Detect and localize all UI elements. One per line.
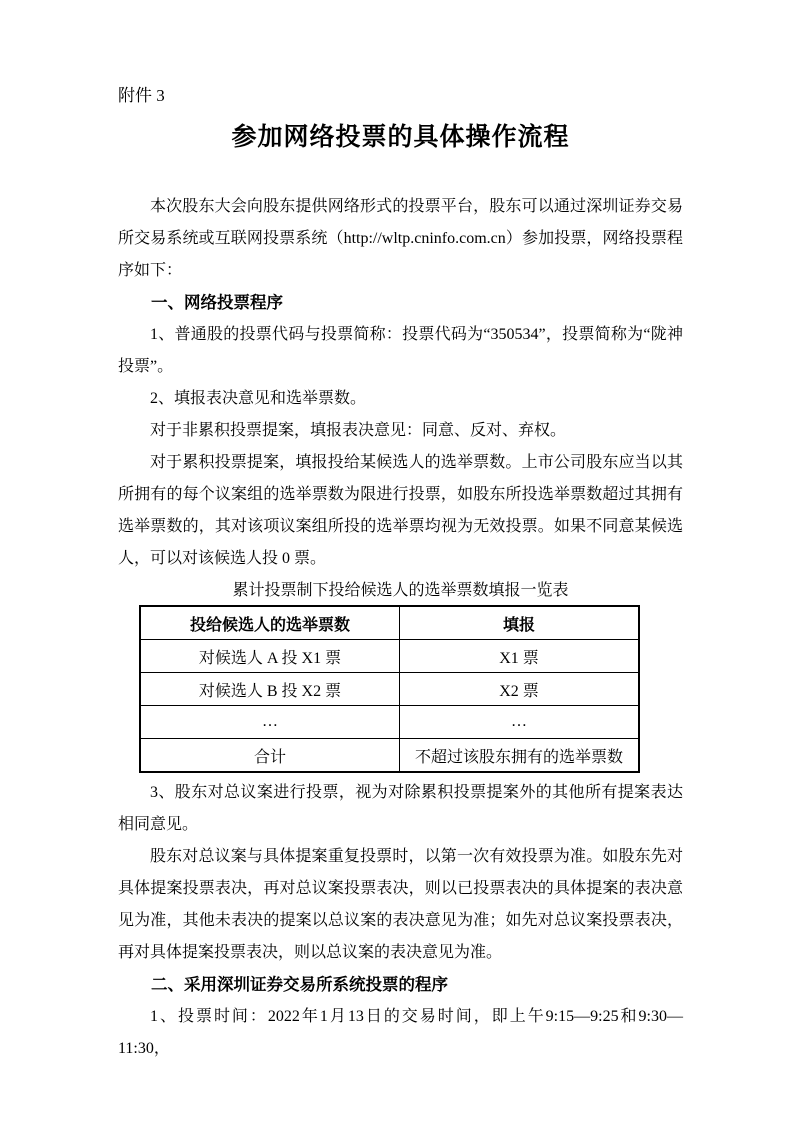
- section2-heading: 二、采用深圳证券交易所系统投票的程序: [151, 976, 448, 994]
- table-row: [140, 640, 639, 673]
- paragraph-vote-code: 1、普通股的投票代码与投票简称：投票代码为“350534”，投票简称为“陇神投票”。: [118, 326, 683, 375]
- table-caption: 累计投票制下投给候选人的选举票数填报一览表: [232, 582, 569, 599]
- table-header-row: [140, 606, 639, 640]
- table-row: [140, 673, 639, 706]
- section1-heading: 一、网络投票程序: [151, 294, 283, 312]
- paragraph-cumulative: 对于累积投票提案，填报投给某候选人的选举票数。上市公司股东应当以其所拥有的每个议案组的选举票数为限进行投票，如股东所投选举票数超过其拥有选举票数的，其对该项议案组所投的选举票均视为无效投票。如果不同意某候选人，可以对该候选人投 0 票。: [118, 454, 683, 567]
- paragraph-vote-time: 1、投票时间：2022年1月13日的交易时间，即上午9:15—9:25和9:30—11:30，: [118, 1008, 683, 1057]
- table-cell-x2: X2 票: [399, 673, 639, 706]
- paragraph-duplicate-vote: 股东对总议案与具体提案重复投票时，以第一次有效投票为准。如股东先对具体提案投票表决，再对总议案投票表决，则以已投票表决的具体提案的表决意见为准，其他未表决的提案以总议案的表决意见为准；如先对总议案投票表决，再对具体提案投票表决，则以总议案的表决意见为准。: [118, 848, 683, 961]
- table-cell-total-value: 不超过该股东拥有的选举票数: [399, 739, 639, 773]
- table-header-votes: 投给候选人的选举票数: [140, 606, 399, 640]
- table-header-fill: 填报: [399, 606, 639, 640]
- table-row: [140, 706, 639, 739]
- table-cell-candidate-a: 对候选人 A 投 X1 票: [140, 640, 399, 673]
- table-cell-total-label: 合计: [140, 739, 399, 773]
- paragraph-general-proposal: 3、股东对总议案进行投票，视为对除累积投票提案外的其他所有提案表达相同意见。: [118, 784, 683, 833]
- table-cell-x1: X1 票: [399, 640, 639, 673]
- vote-fill-table: [139, 605, 640, 773]
- table-cell-candidate-b: 对候选人 B 投 X2 票: [140, 673, 399, 706]
- paragraph-fill-in: 2、填报表决意见和选举票数。: [150, 390, 367, 407]
- table-cell-ellipsis: …: [399, 706, 639, 739]
- intro-paragraph: 本次股东大会向股东提供网络形式的投票平台，股东可以通过深圳证券交易所交易系统或互联网投票系统（http://wltp.cninfo.com.cn）参加投票，网络投票程序如下：: [118, 198, 683, 279]
- attachment-label: 附件 3: [118, 86, 165, 105]
- table-cell-ellipsis: …: [140, 706, 399, 739]
- table-row: [140, 739, 639, 773]
- paragraph-noncumulative: 对于非累积投票提案，填报表决意见：同意、反对、弃权。: [150, 422, 567, 439]
- document-title: 参加网络投票的具体操作流程: [231, 123, 570, 151]
